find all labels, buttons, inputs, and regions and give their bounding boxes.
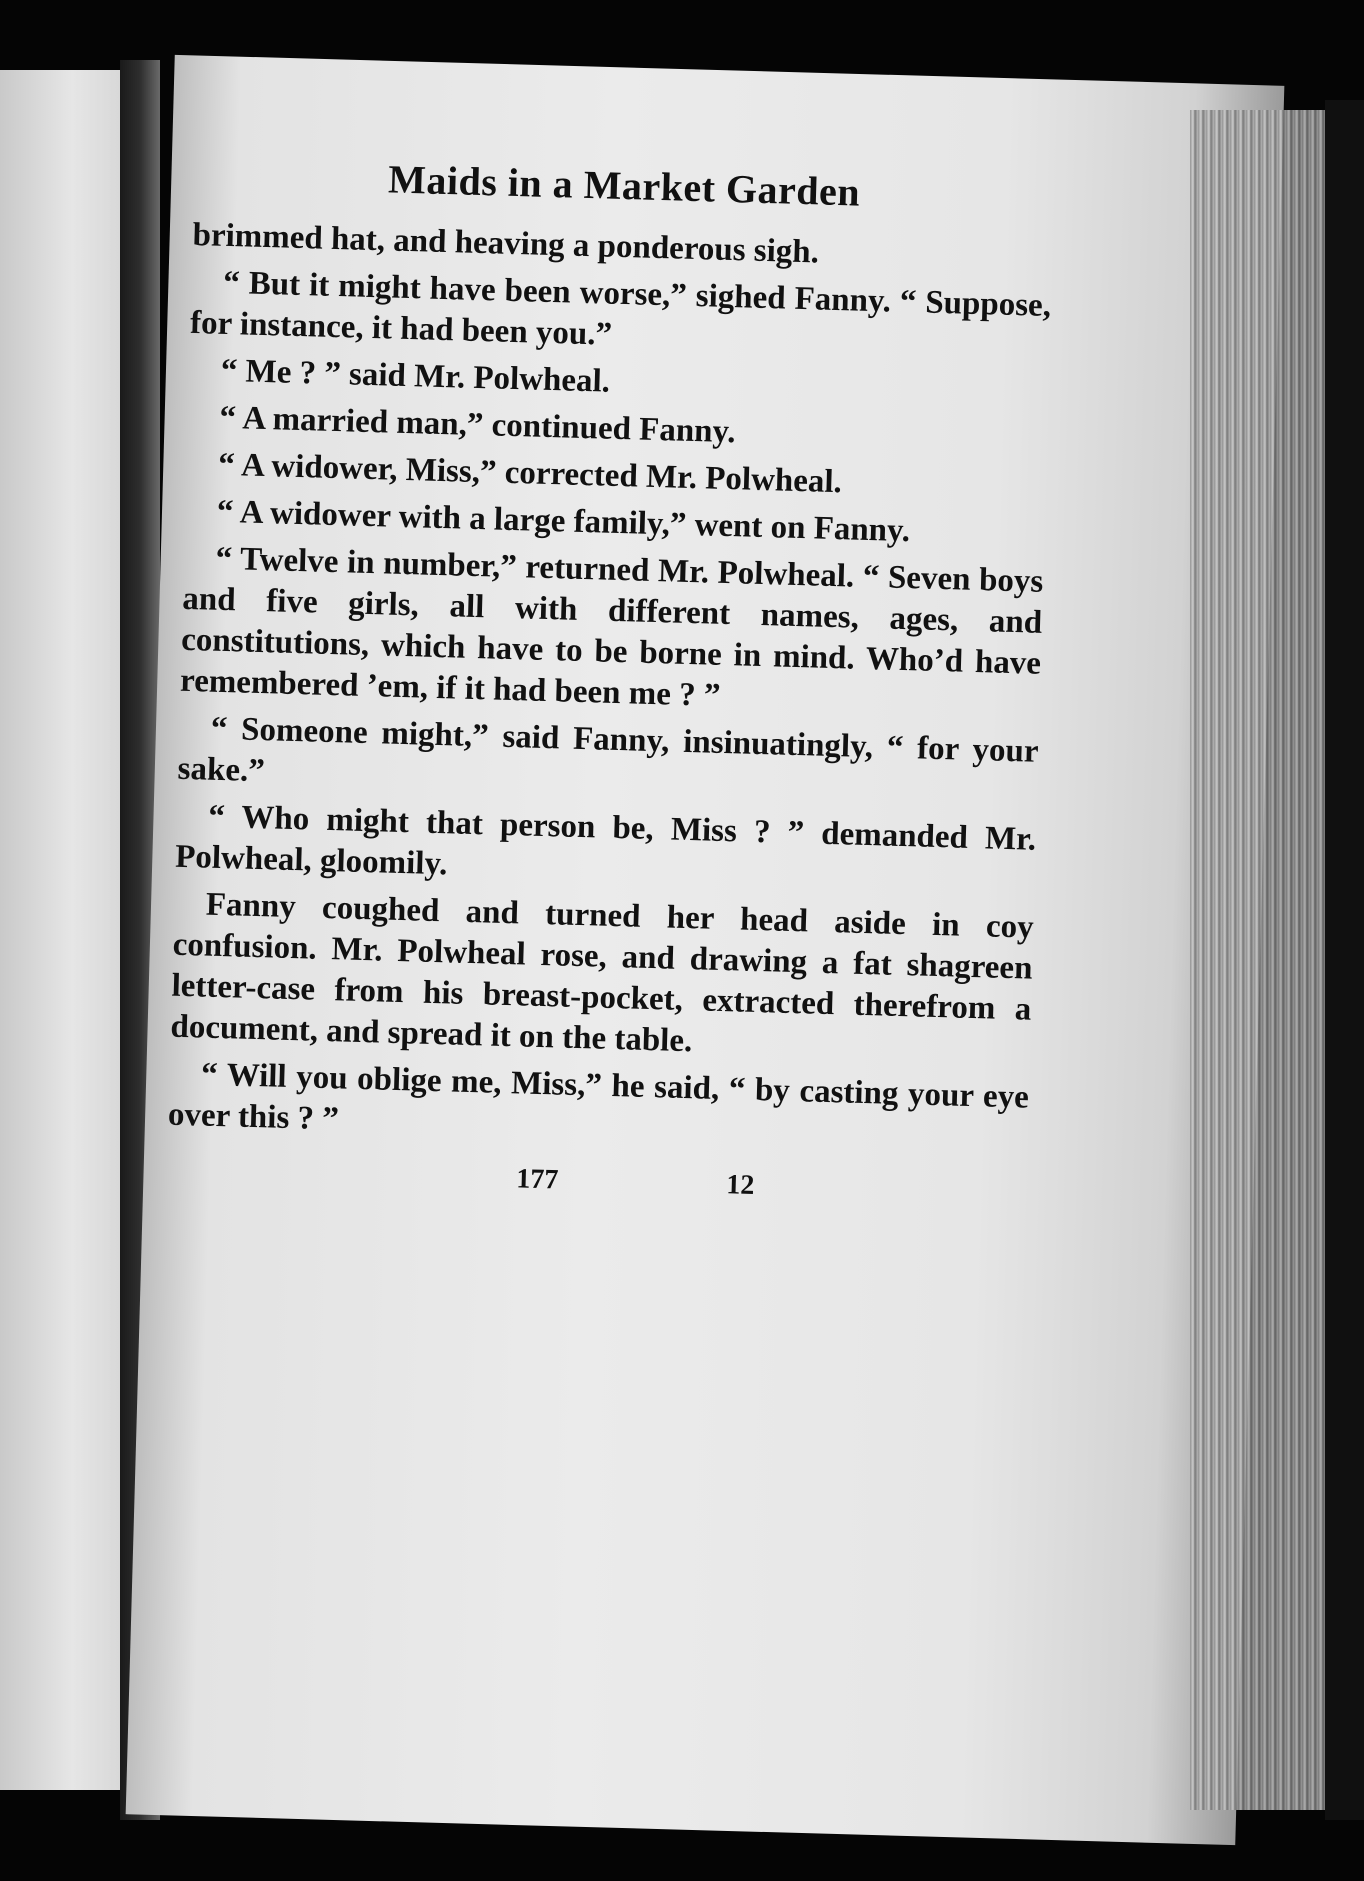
paragraph: “ A married man,” continued Fanny. — [219, 399, 736, 451]
paragraph: “ A widower with a large family,” went on Fanny. — [216, 493, 911, 550]
paragraph: Fanny coughed and turned her head aside in coy confusion. Mr. Polwheal rose, and drawing a fat shagreen letter-case from his breast-pocket, extracted therefrom a document, and spread it on the table. — [170, 886, 1035, 1060]
paragraph: “ A widower, Miss,” corrected Mr. Polwheal. — [217, 446, 843, 501]
edge-shadow — [1325, 100, 1364, 1820]
paragraph: “ Me ? ” said Mr. Polwheal. — [220, 352, 611, 400]
paragraph: “ But it might have been worse,” sighed Fanny. “ Suppose, for instance, it had been you.” — [189, 264, 1052, 353]
running-head: Maids in a Market Garden — [387, 156, 861, 215]
page-number: 177 — [515, 1163, 559, 1196]
paragraph: “ Who might that person be, Miss ? ” demanded Mr. Polwheal, gloomily. — [174, 798, 1037, 883]
paragraph: brimmed hat, and heaving a ponderous sigh. — [192, 216, 820, 271]
paragraph: “ Twelve in number,” returned Mr. Polwheal. “ Seven boys and five girls, all with different names, ages, and constitutions, which have to be borne in mind. Who’d have remembered ’em, if it had been me ? ” — [179, 540, 1044, 714]
paragraph: “ Will you oblige me, Miss,” he said, “ by casting your eye over this ? ” — [167, 1056, 1030, 1138]
facing-page-edge — [0, 70, 120, 1790]
signature-mark: 12 — [725, 1169, 755, 1202]
paragraph: “ Someone might,” said Fanny, insinuatingly, “ for your sake.” — [177, 710, 1040, 790]
page-text — [166, 150, 1055, 1224]
